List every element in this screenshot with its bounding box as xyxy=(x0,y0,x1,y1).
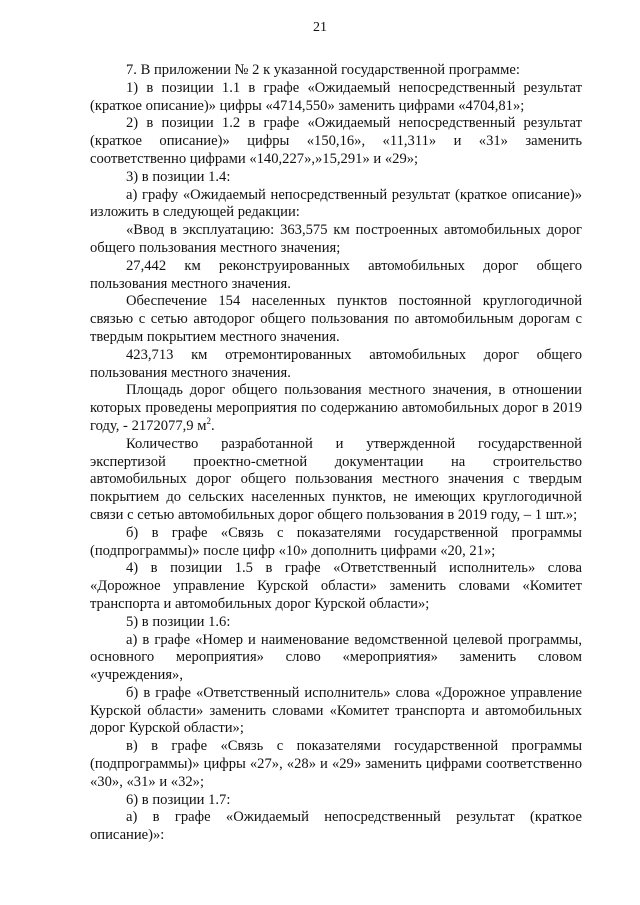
paragraph-repaired-roads: 423,713 км отремонтированных автомобильных дорог общего пользования местного значения. xyxy=(90,346,582,381)
road-area-text: Площадь дорог общего пользования местного значения, в отношении которых проведены мероприятия по содержанию автомобильных дорог в 2019 году, - 2172077,9 м xyxy=(90,382,582,434)
paragraph-subitem-b: б) в графе «Связь с показателями государственной программы (подпрограммы)» после цифр «10» дополнить цифрами «20, 21»; xyxy=(90,524,582,559)
paragraph-1-6-subitem-v: в) в графе «Связь с показателями государственной программы (подпрограммы)» цифры «27», «28» и «29» заменить цифрами соответственно «30», «31» и «32»; xyxy=(90,738,582,790)
paragraph-subitem-a: а) графу «Ожидаемый непосредственный результат (краткое описание)» изложить в следующей редакции: xyxy=(90,186,582,221)
paragraph-position-1-1: 1) в позиции 1.1 в графе «Ожидаемый непосредственный результат (краткое описание)» цифры «4714,550» заменить цифрами «4704,81»; xyxy=(90,79,582,114)
document-body xyxy=(90,62,582,845)
road-area-suffix: . xyxy=(210,417,215,434)
paragraph-1-7-subitem-a: а) в графе «Ожидаемый непосредственный результат (краткое описание)»: xyxy=(90,809,582,844)
paragraph-item-7-heading: 7. В приложении № 2 к указанной государственной программе: xyxy=(126,62,520,78)
paragraph-position-1-7: 6) в позиции 1.7: xyxy=(126,791,231,808)
paragraph-1-6-subitem-a: а) в графе «Номер и наименование ведомственной целевой программы, основного мероприятия» слово «мероприятия» заменить словом «учреждения», xyxy=(90,631,582,684)
paragraph-design-documentation: Количество разработанной и утвержденной государственной экспертизой проектно-сметной документации на строительство автомобильных дорог общего пользования местного значения с твердым покрытием до сельских населенных пунктов, не имеющих круглогодичной связи с сетью автомобильных дорог общего пользования в 2019 году, – 1 шт.»; xyxy=(90,435,582,523)
page-number: 21 xyxy=(313,20,327,35)
paragraph-position-1-5: 4) в позиции 1.5 в графе «Ответственный исполнитель» слова «Дорожное управление Курской области» заменить словами «Комитет транспорта и автомобильных дорог Курской области»; xyxy=(90,560,582,612)
paragraph-reconstructed-roads: 27,442 км реконструированных автомобильных дорог общего пользования местного значения. xyxy=(90,257,582,292)
area-unit-superscript: 2 xyxy=(206,416,211,427)
paragraph-settlements-connection: Обеспечение 154 населенных пунктов постоянной круглогодичной связью с сетью автодорог общего пользования по автомобильным дорогам с твердым покрытием местного значения. xyxy=(90,293,582,345)
paragraph-position-1-4: 3) в позиции 1.4: xyxy=(126,168,231,185)
paragraph-position-1-6: 5) в позиции 1.6: xyxy=(126,613,231,630)
paragraph-road-area xyxy=(90,382,582,435)
paragraph-1-6-subitem-b: б) в графе «Ответственный исполнитель» слова «Дорожное управление Курской области» заменить словами «Комитет транспорта и автомобильных дорог Курской области»; xyxy=(90,684,582,737)
paragraph-commissioning: «Ввод в эксплуатацию: 363,575 км построенных автомобильных дорог общего пользования местного значения; xyxy=(90,222,582,256)
paragraph-position-1-2: 2) в позиции 1.2 в графе «Ожидаемый непосредственный результат (краткое описание)» цифры «150,16», «11,311» и «31» заменить соответственно цифрами «140,227»,»15,291» и «29»; xyxy=(90,115,582,167)
